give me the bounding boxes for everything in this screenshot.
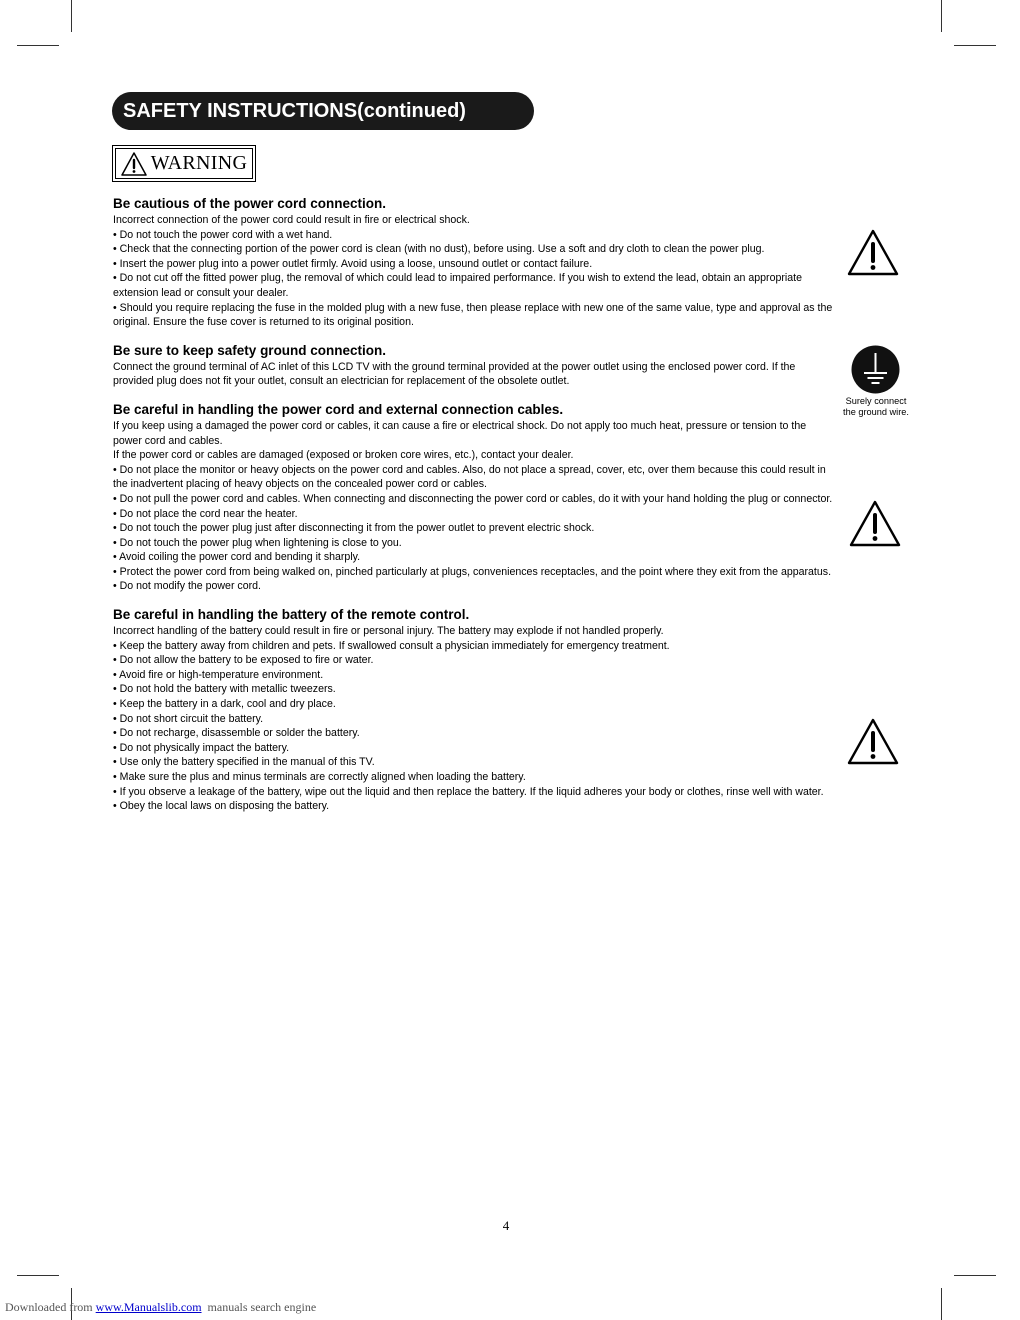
instruction-line: • Do not cut off the fitted power plug, the removal of which could lead to impaired performance. If you wish to extend the lead, obtain an appropriate extension lead or consult your dealer. (113, 272, 802, 299)
instruction-line: • Keep the battery in a dark, cool and dry place. (113, 698, 336, 711)
section-heading: Be careful in handling the power cord and external connection cables. (113, 401, 564, 417)
instruction-line: • Protect the power cord from being walked on, pinched particularly at plugs, conveniences receptacles, and the point where they exit from the apparatus. (113, 565, 832, 578)
ground-symbol-icon (850, 345, 901, 394)
instruction-line: Incorrect connection of the power cord could result in fire or electrical shock. (113, 214, 470, 226)
ground-caption-line: Surely connect (845, 396, 907, 406)
caution-triangle-icon (121, 152, 147, 176)
ground-caption (839, 396, 913, 418)
section-cord-and-cables (113, 402, 835, 594)
instruction-line: • Avoid coiling the power cord and bending it sharply. (113, 551, 361, 564)
section-heading: Be cautious of the power cord connection. (113, 196, 387, 211)
crop-mark (941, 0, 942, 32)
instruction-line: • Keep the battery away from children and pets. If swallowed consult a physician immediately for emergency treatment. (113, 639, 670, 652)
crop-mark (954, 1275, 996, 1276)
page-number: 4 (502, 1218, 510, 1233)
crop-mark (17, 45, 59, 46)
section-remote-battery (113, 607, 835, 814)
instruction-line: • Do not allow the battery to be exposed to fire or water. (113, 654, 374, 667)
instruction-line: Connect the ground terminal of AC inlet of this LCD TV with the ground terminal provided at the power outlet using the enclosed power cord. If the provided plug does not fit your outlet, consult an electrician for replacement of the obsolete outlet. (113, 360, 796, 388)
instruction-line: • Do not touch the power plug when lightening is close to you. (113, 536, 402, 549)
download-footer (5, 1300, 316, 1315)
instruction-line: • Check that the connecting portion of the power cord is clean (with no dust), before using. Use a soft and dry cloth to clean the power plug. (113, 243, 765, 256)
manualslib-link[interactable]: www.Manualslib.com (95, 1300, 202, 1314)
ground-caption-line: the ground wire. (843, 407, 909, 417)
crop-mark (941, 1288, 942, 1320)
instruction-line: If the power cord or cables are damaged (exposed or broken core wires, etc.), contact your dealer. (113, 449, 574, 462)
section-banner (112, 92, 534, 130)
instruction-line: • Do not physically impact the battery. (113, 741, 290, 754)
instruction-line: • Use only the battery specified in the manual of this TV. (113, 756, 375, 769)
section-power-cord-connection (113, 196, 835, 330)
instruction-line: • If you observe a leakage of the battery, wipe out the liquid and then replace the battery. If the liquid adheres your body or clothes, rinse well with water. (113, 785, 824, 798)
instruction-line: • Obey the local laws on disposing the battery. (113, 800, 330, 813)
instruction-line: • Insert the power plug into a power outlet firmly. Avoid using a loose, unsound outlet or contact failure. (113, 257, 593, 270)
instruction-line: Incorrect handling of the battery could result in fire or personal injury. The battery may explode if not handled properly. (113, 625, 664, 638)
section-heading: Be sure to keep safety ground connection. (113, 342, 387, 358)
instruction-line: • Avoid fire or high-temperature environment. (113, 668, 324, 681)
warning-label: WARNING (150, 152, 248, 174)
caution-triangle-icon (847, 718, 899, 765)
instruction-line: • Do not pull the power cord and cables. When connecting and disconnecting the power cord or cables, do it with your hand holding the plug or connector. (113, 492, 833, 505)
crop-mark (954, 45, 996, 46)
instruction-line: • Do not place the monitor or heavy objects on the power cord and cables. Also, do not place a spread, cover, etc, over them because this could result in the inadvertent placing of heavy objects on the concealed power cord or cables. (113, 463, 826, 491)
instruction-line: • Should you require replacing the fuse in the molded plug with a new fuse, then please replace with new one of the same value, type and approval as the original. Ensure the fuse cover is returned to its original position. (113, 301, 833, 329)
section-heading: Be careful in handling the battery of the remote control. (113, 607, 470, 623)
banner-title: SAFETY INSTRUCTIONS(continued) (123, 99, 466, 122)
instruction-line: • Do not recharge, disassemble or solder the battery. (113, 727, 360, 740)
instruction-line: • Do not touch the power plug just after disconnecting it from the power outlet to prevent electric shock. (113, 522, 595, 535)
crop-mark (71, 0, 72, 32)
instruction-line: • Do not short circuit the battery. (113, 712, 264, 725)
footer-prefix: Downloaded from (5, 1300, 96, 1314)
instruction-line: • Do not touch the power cord with a wet hand. (113, 228, 333, 241)
caution-triangle-icon (847, 229, 899, 276)
instruction-line: If you keep using a damaged the power cord or cables, it can cause a fire or electrical shock. Do not apply too much heat, pressure or tension to the power cord and cables. (113, 419, 807, 447)
instruction-line: • Do not hold the battery with metallic tweezers. (113, 683, 336, 696)
warning-label-box (112, 145, 256, 182)
instruction-line: • Make sure the plus and minus terminals are correctly aligned when loading the battery. (113, 771, 526, 783)
caution-triangle-icon (849, 500, 901, 547)
instructions-body (113, 196, 835, 827)
instruction-line: • Do not modify the power cord. (113, 580, 261, 593)
section-ground-connection (113, 343, 835, 389)
footer-suffix: manuals search engine (201, 1300, 317, 1314)
crop-mark (17, 1275, 59, 1276)
instruction-line: • Do not place the cord near the heater. (113, 507, 298, 520)
